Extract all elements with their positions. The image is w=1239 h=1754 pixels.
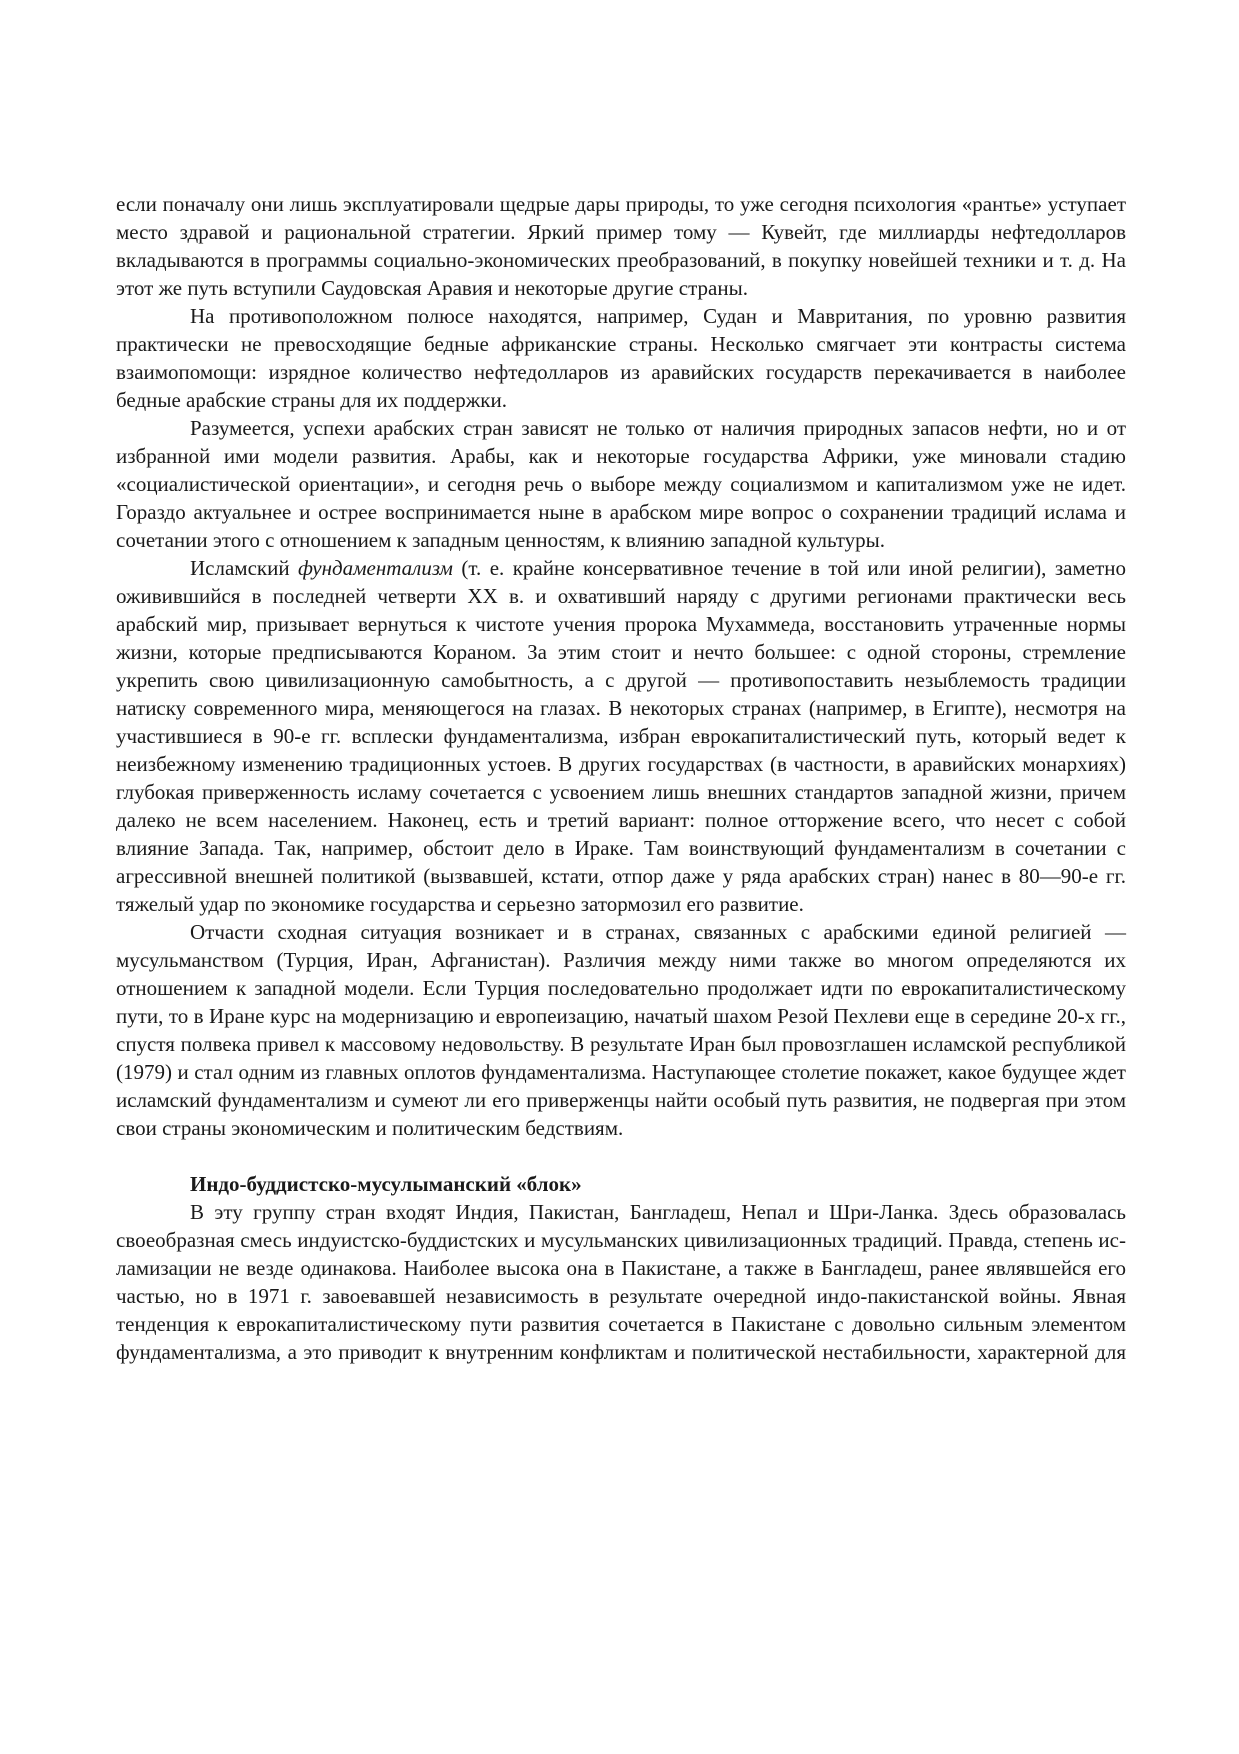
paragraph-1: если поначалу они лишь эксплуатировали щедрые дары природы, то уже сегодня психология «рантье» уступает место здравой и рациональной стратегии. Яркий пример тому — Кувейт, где миллиарды нефтедолларов вкладываются в программы социально-экономических преобразований, в покупку новейшей техники и т. д. На этот же путь вступили Саудовская Аравия и некоторые другие страны. bbox=[116, 192, 1126, 300]
paragraph-4 bbox=[116, 554, 1126, 918]
paragraph-4-body: (т. е. крайне консервативное течение в той или иной религии), заметно оживившийся в последней четверти XX в. и охвативший наряду с другими регионами практически весь арабский мир, призывает вернуться к чистоте учения пророка Мухаммеда, восстановить утраченные нормы жизни, которые предписываются Кораном. За этим стоит и нечто большее: с одной стороны, стремление укрепить свою цивилизационную самобытность, а с другой — противопоставить незыблемость традиции натиску современного мира, меняющегося на глазах. В некоторых странах (например, в Египте), несмотря на участившиеся в 90-е гг. всплески фундаментализма, избран еврокапиталистический путь, который ведет к неизбежному изменению традиционных устоев. В других государствах (в частности, в аравийских монархиях) глубокая приверженность исламу сочетается с усвоением лишь внешних стандартов западной жизни, причем далеко не всем населением. Наконец, есть и третий вариант: полное отторжение всего, что несет с собой влияние Запада. Так, например, обстоит дело в Ираке. Там воинствующий фундаментализм в сочетании с агрессивной внешней политикой (вызвавшей, кстати, отпор даже у ряда арабских стран) нанес в 80—90-е гг. тяжелый удар по экономике государства и серьезно затормозил его развитие. bbox=[116, 556, 1126, 916]
paragraph-2: На противоположном полюсе находятся, например, Судан и Мавритания, по уровню развития практически не превосходящие бедные африканские страны. Несколько смягчает эти контрасты система взаимопомощи: изрядное количество нефтедолларов из аравийских государств перекачивается в наиболее бедные арабские страны для их поддержки. bbox=[116, 304, 1126, 412]
document-page bbox=[116, 190, 1126, 1366]
paragraph-6: В эту группу стран входят Индия, Пакистан, Бангладеш, Непал и Шри-Ланка. Здесь образовалась своеобразная смесь индуистско-буддистских и мусульманских цивилизационных традиций. Правда, степень ис-ламизации не везде одинакова. Наиболее высока она в Пакистане, а также в Бангладеш, ранее являвшейся его частью, но в 1971 г. завоевавшей независимость в результате очередной индо-пакистанской войны. Явная тенденция к еврокапиталистическому пути развития сочетается в Пакистане с довольно сильным элементом фундаментализма, а это приводит к внутренним конфликтам и политической нестабильности, характерной для bbox=[116, 1200, 1126, 1364]
paragraph-4-term: фундаментализм bbox=[298, 556, 453, 580]
paragraph-4-lead: Исламский bbox=[190, 556, 299, 580]
paragraph-3: Разумеется, успехи арабских стран зависят не только от наличия природных запасов нефти, но и от избранной ими модели развития. Арабы, как и некоторые государства Африки, уже миновали стадию «социалистической ориентации», и сегодня речь о выборе между социализмом и капитализмом уже не идет. Гораздо актуальнее и острее воспринимается ныне в арабском мире вопрос о сохранении традиций ислама и сочетании этого с отношением к западным ценностям, к влиянию западной культуры. bbox=[116, 416, 1126, 552]
section-heading: Индо-буддистско-мусулыманский «блок» bbox=[190, 1172, 582, 1196]
paragraph-5: Отчасти сходная ситуация возникает и в странах, связанных с арабскими единой религией — мусульманством (Турция, Иран, Афганистан). Различия между ними также во многом определяются их отношением к западной модели. Если Турция последовательно продолжает идти по еврокапиталистическому пути, то в Иране курс на модернизацию и европеизацию, начатый шахом Резой Пехлеви еще в середине 20-х гг., спустя полвека привел к массовому недовольству. В результате Иран был провозглашен исламской республикой (1979) и стал одним из главных оплотов фундаментализма. Наступающее столетие покажет, какое будущее ждет исламский фундаментализм и сумеют ли его приверженцы найти особый путь развития, не подвергая при этом свои страны экономическим и политическим бедствиям. bbox=[116, 920, 1126, 1140]
